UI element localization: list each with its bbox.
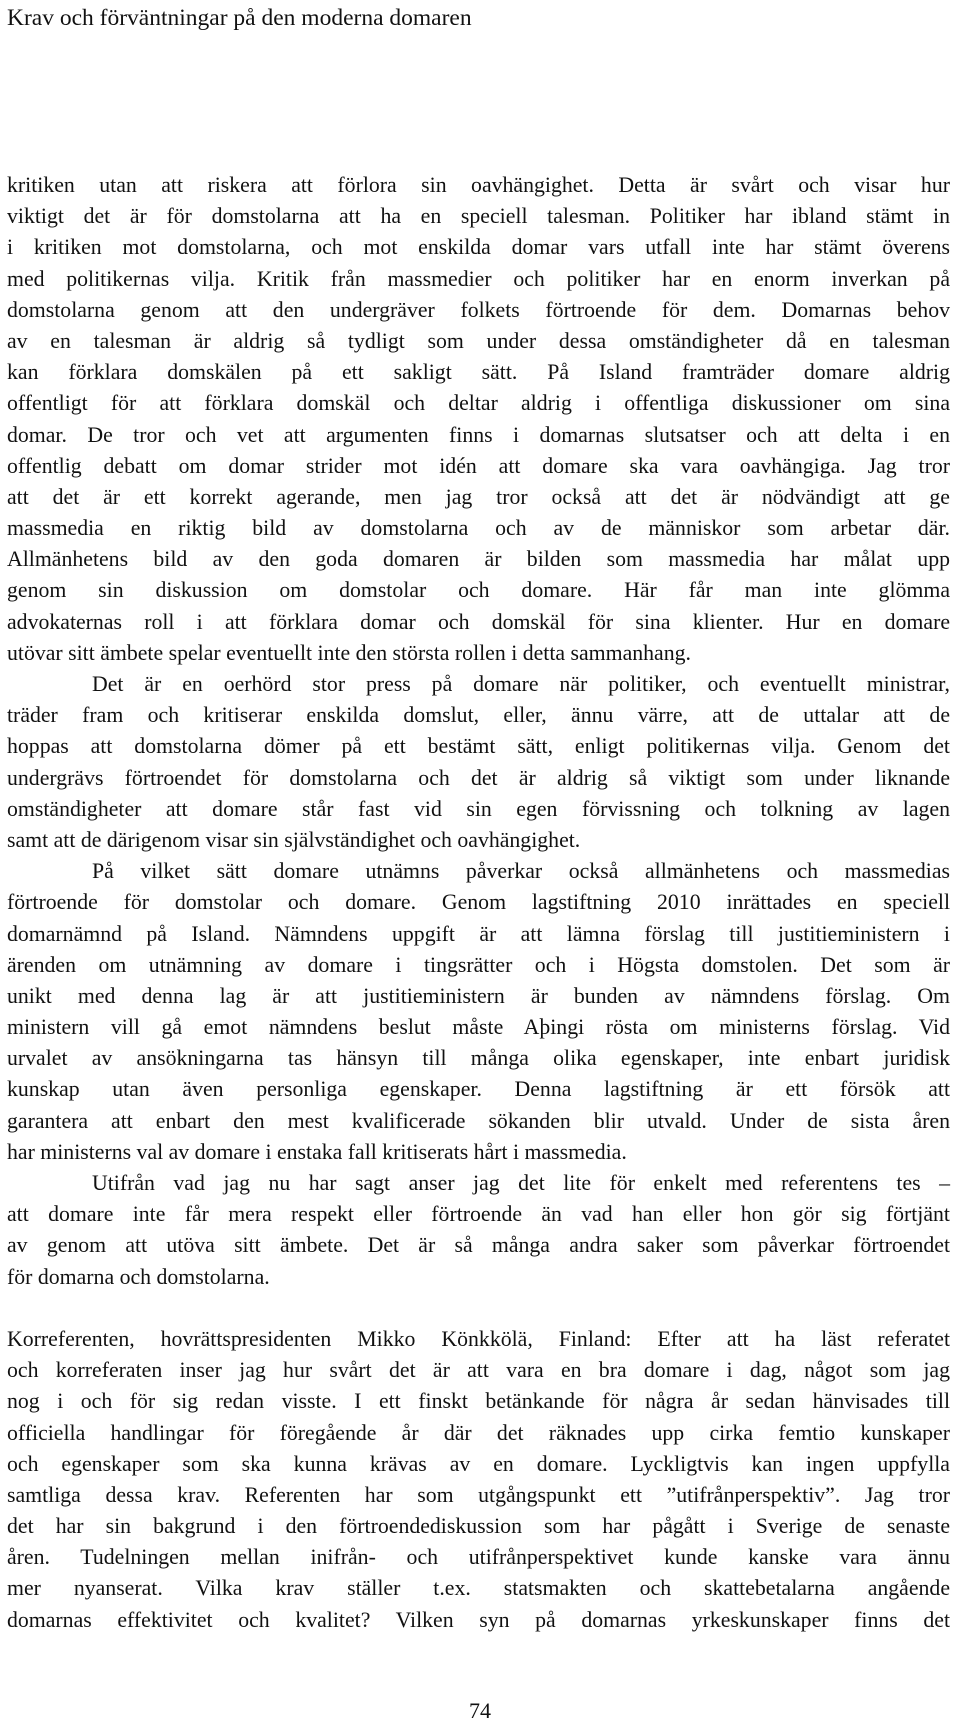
text-line: i kritiken mot domstolarna, och mot enskilda domar vars utfall inte har stämt överens: [7, 235, 950, 260]
text-line: förtroende för domstolar och domare. Genom lagstiftning 2010 inrättades en speciell: [7, 890, 950, 915]
text-line: domarnas effektivitet och kvalitet? Vilken syn på domarnas yrkeskunskaper finns det: [7, 1607, 950, 1632]
text-line: urvalet av ansökningarna tas hänsyn till många olika egenskaper, inte enbart juridisk: [7, 1046, 950, 1071]
text-line: det har sin bakgrund i den förtroendediskussion som har pågått i Sverige de senaste: [7, 1514, 950, 1539]
text-line: hoppas att domstolarna dömer på ett bestämt sätt, enligt politikernas vilja. Genom det: [7, 734, 950, 759]
text-line: mer nyanserat. Vilka krav ställer t.ex. statsmakten och skattebetalarna angående: [7, 1576, 950, 1601]
text-line: viktigt det är för domstolarna att ha en speciell talesman. Politiker har ibland stämt in: [7, 204, 950, 229]
text-line: undergrävs förtroendet för domstolarna och det är aldrig så viktigt som under liknande: [7, 765, 950, 790]
text-line: med politikernas vilja. Kritik från massmedier och politiker har en enorm inverkan på: [7, 266, 950, 291]
text-line: har ministerns val av domare i enstaka fall kritiserats hårt i massmedia.: [7, 1139, 627, 1164]
text-line: Korreferenten, hovrättspresidenten Mikko Könkkölä, Finland: Efter att ha läst referatet: [7, 1326, 950, 1351]
page-number: 74: [469, 1698, 491, 1723]
text-line: samtliga dessa krav. Referenten har som utgångspunkt ett ”utifrånperspektiv”. Jag tror: [7, 1482, 950, 1507]
text-line: offentlig debatt om domar strider mot idén att domare ska vara oavhängiga. Jag tror: [7, 453, 950, 478]
text-line: Det är en oerhörd stor press på domare när politiker, och eventuellt ministrar,: [92, 672, 950, 696]
text-line: utövar sitt ämbete spelar eventuellt inte den största rollen i detta sammanhang.: [7, 640, 691, 665]
text-line: garantera att enbart den mest kvalificerade sökanden blir utvald. Under de sista åren: [7, 1108, 950, 1133]
text-line: officiella handlingar för föregående år där det räknades upp cirka femtio kunskaper: [7, 1420, 950, 1445]
text-line: domar. De tror och vet att argumenten finns i domarnas slutsatser och att delta i en: [7, 422, 950, 447]
text-line: att det är ett korrekt agerande, men jag tror också att det är nödvändigt att ge: [7, 484, 950, 509]
paragraph-gap: [7, 1293, 950, 1324]
text-line: Utifrån vad jag nu har sagt anser jag det lite för enkelt med referentens tes –: [92, 1171, 950, 1195]
text-line: åren. Tudelningen mellan inifrån- och utifrånperspektivet kunde kanske vara ännu: [7, 1545, 950, 1570]
running-header: Krav och förväntningar på den moderna domaren: [7, 5, 472, 31]
text-line: att domare inte får mera respekt eller förtroende än vad han eller hon gör sig förtjänt: [7, 1202, 950, 1227]
text-line: av en talesman är aldrig så tydligt som under dessa omständigheter då en talesman: [7, 328, 950, 353]
text-line: unikt med denna lag är att justitieministern är bunden av nämndens förslag. Om: [7, 983, 950, 1008]
text-line: massmedia en riktig bild av domstolarna och av de människor som arbetar där.: [7, 516, 950, 541]
text-line: domstolarna genom att den undergräver folkets förtroende för dem. Domarnas behov: [7, 297, 950, 322]
text-line: kan förklara domskälen på ett sakligt sätt. På Island framträder domare aldrig: [7, 360, 950, 385]
body-text: [7, 170, 950, 1636]
text-line: domarnämnd på Island. Nämndens uppgift är att lämna förslag till justitieministern i: [7, 921, 950, 946]
text-line: samt att de därigenom visar sin självständighet och oavhängighet.: [7, 827, 581, 852]
text-line: På vilket sätt domare utnämns påverkar också allmänhetens och massmedias: [92, 859, 950, 884]
text-line: advokaternas roll i att förklara domar och domskäl för sina klienter. Hur en domare: [7, 609, 950, 634]
text-line: och egenskaper som ska kunna krävas av en domare. Lyckligtvis kan ingen uppfylla: [7, 1451, 950, 1476]
text-line: ministern vill gå emot nämndens beslut måste Aþingi rösta om ministerns förslag. Vid: [7, 1015, 950, 1040]
text-line: genom sin diskussion om domstolar och domare. Här får man inte glömma: [7, 578, 950, 603]
text-line: offentligt för att förklara domskäl och deltar aldrig i offentliga diskussioner om sina: [7, 391, 950, 416]
text-line: träder fram och kritiserar enskilda domslut, eller, ännu värre, att de uttalar att de: [7, 703, 950, 728]
text-line: och korreferaten inser jag hur svårt det är att vara en bra domare i dag, något som jag: [7, 1358, 950, 1383]
text-line: omständigheter att domare står fast vid sin egen förvissning och tolkning av lagen: [7, 796, 950, 821]
text-line: ärenden om utnämning av domare i tingsrätter och i Högsta domstolen. Det som är: [7, 952, 950, 977]
text-line: för domarna och domstolarna.: [7, 1264, 270, 1289]
text-line: kunskap utan även personliga egenskaper. Denna lagstiftning är ett försök att: [7, 1077, 950, 1102]
text-line: Allmänhetens bild av den goda domaren är bilden som massmedia har målat upp: [7, 547, 950, 572]
text-line: av genom att utöva sitt ämbete. Det är så många andra saker som påverkar förtroendet: [7, 1233, 950, 1258]
text-line: nog i och för sig redan visste. I ett finskt betänkande för några år sedan hänvisades till: [7, 1389, 950, 1414]
text-line: kritiken utan att riskera att förlora sin oavhängighet. Detta är svårt och visar hur: [7, 173, 950, 197]
